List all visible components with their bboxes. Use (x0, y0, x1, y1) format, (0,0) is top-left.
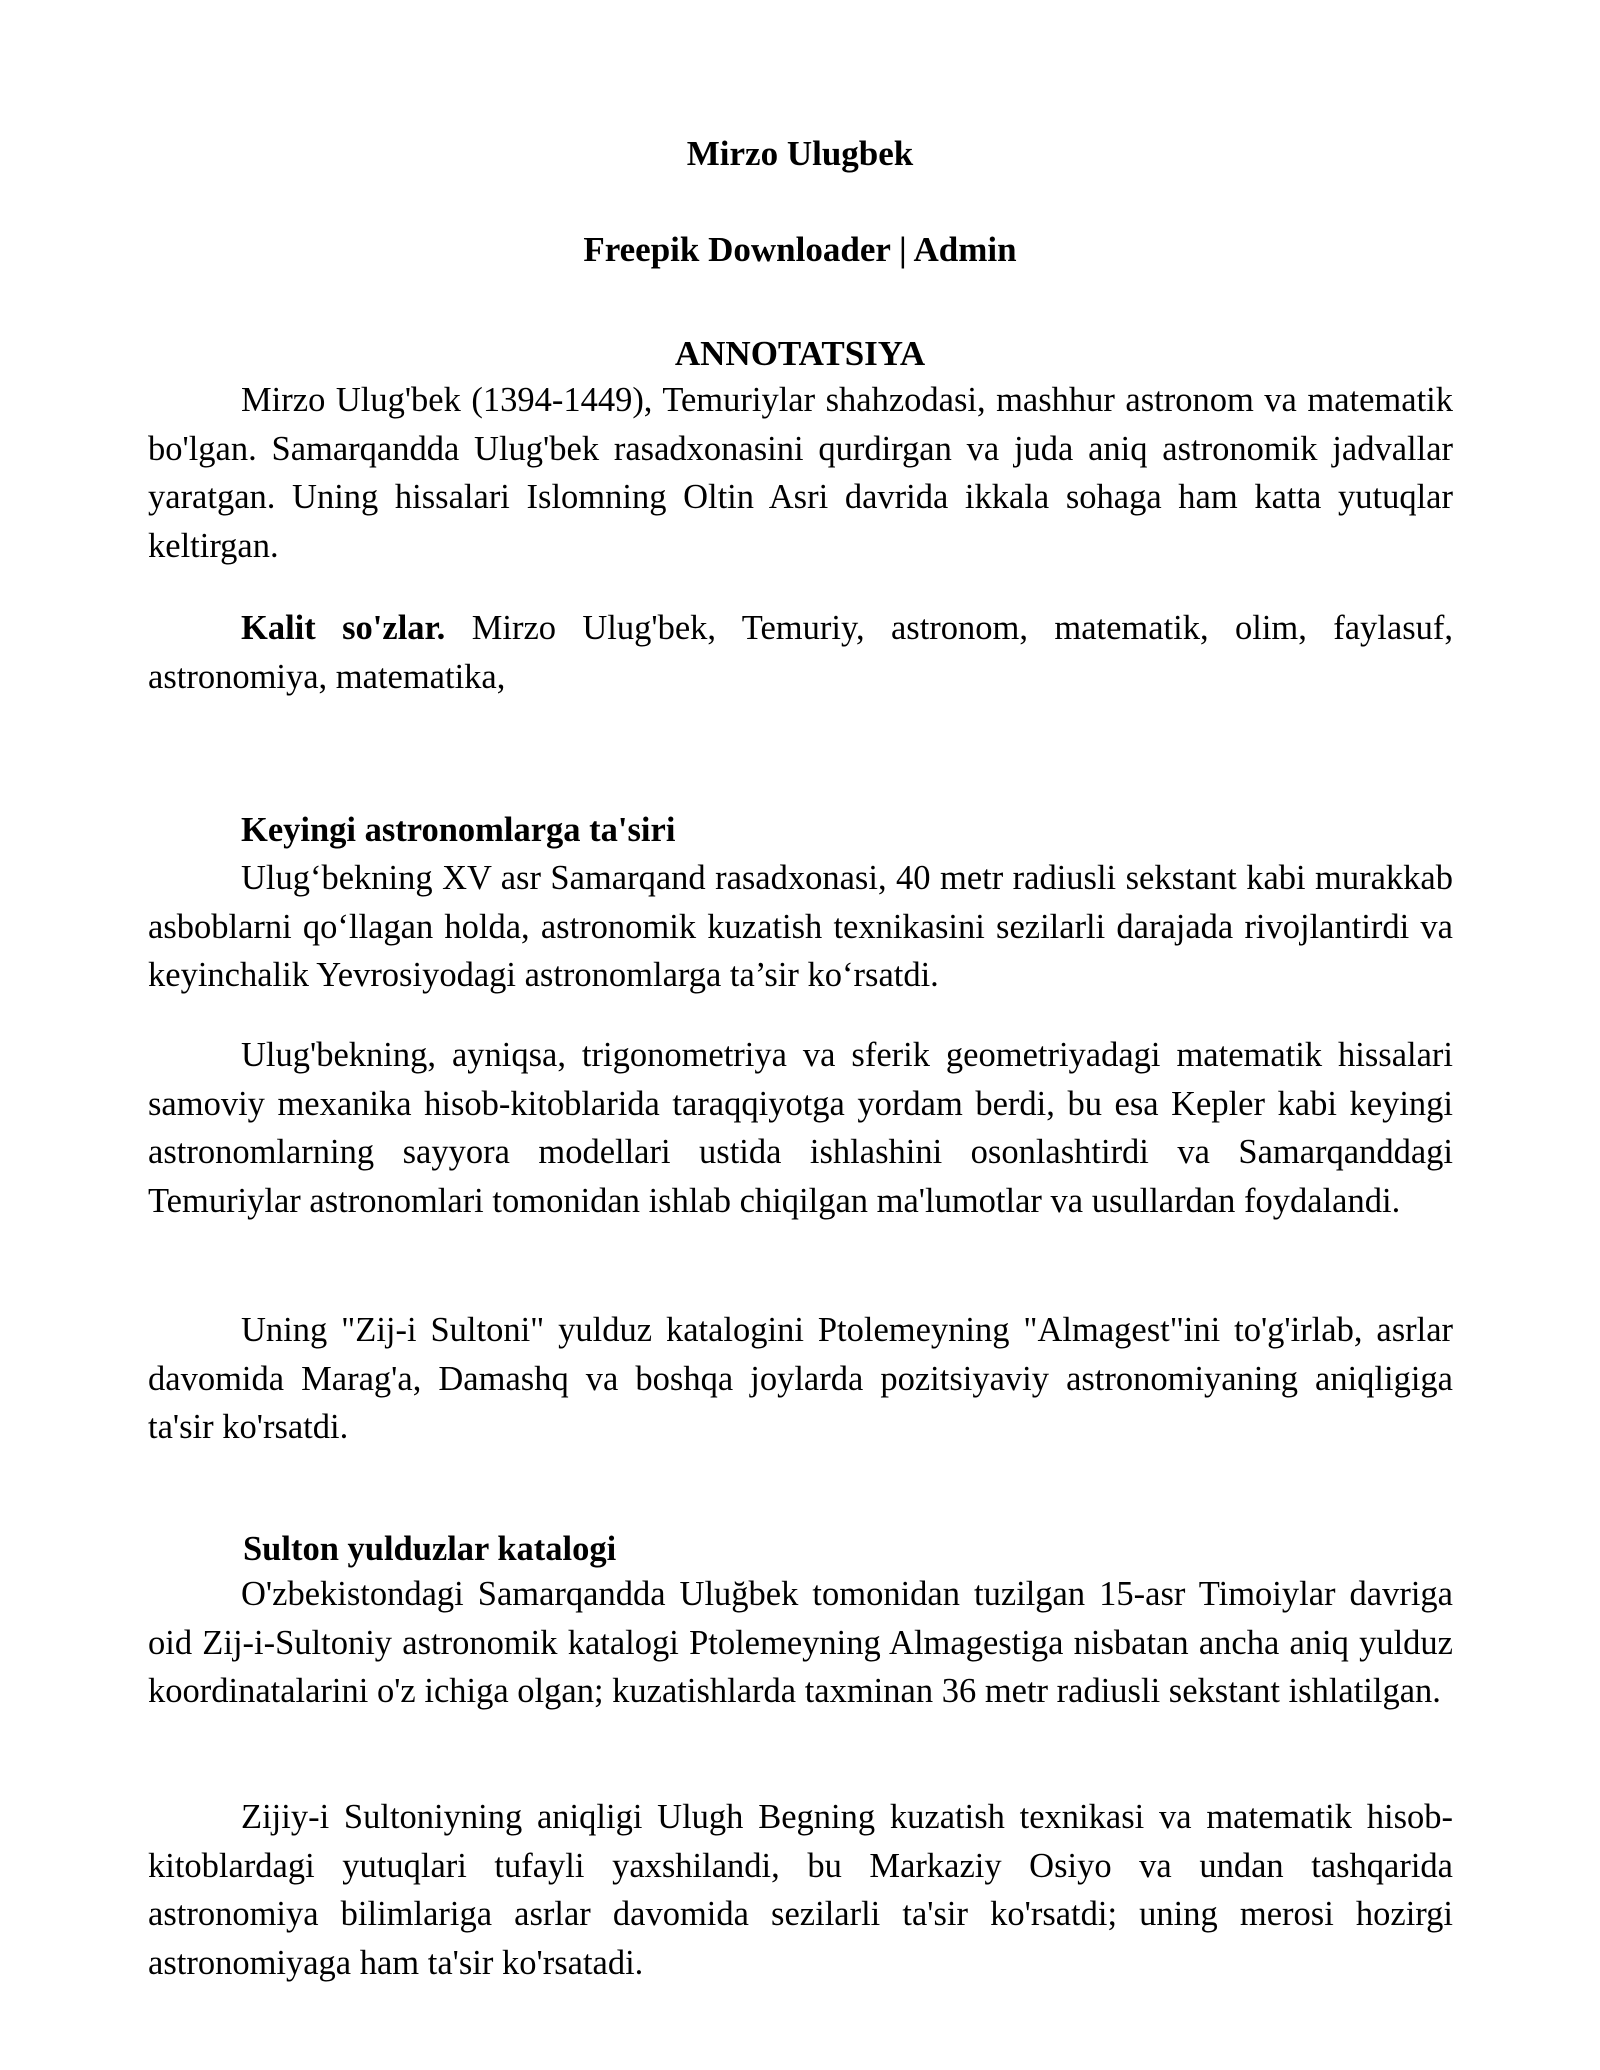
keywords-text: Mirzo Ulug'bek, Temuriy, astronom, matematik, olim, faylasuf, astronomiya, matematika, (148, 609, 1453, 696)
section-catalog-paragraph-1: O'zbekistondagi Samarqandda Uluğbek tomonidan tuzilgan 15-asr Timoiylar davriga oid Zij-i-Sultoniy astronomik katalogi Ptolemeyning Almagestiga nisbatan ancha aniq yulduz koordinatalarini o'z ichiga olgan; kuzatishlarda taxminan 36 metr radiusli sekstant ishlatilgan. (148, 1575, 1453, 1710)
section-heading-influence: Keyingi astronomlarga ta'siri (241, 811, 676, 849)
keywords-label: Kalit so'zlar. (241, 609, 446, 647)
section-heading-catalog: Sulton yulduzlar katalogi (243, 1530, 617, 1568)
abstract-paragraph: Mirzo Ulug'bek (1394-1449), Temuriylar shahzodasi, mashhur astronom va matematik bo'lgan. Samarqandda Ulug'bek rasadxonasini qurdirgan va juda aniq astronomik jadvallar yaratgan. Uning hissalari Islomning Oltin Asri davrida ikkala sohaga ham katta yutuqlar keltirgan. (148, 381, 1453, 565)
section-influence-paragraph-3: Uning "Zij-i Sultoni" yulduz katalogini Ptolemeyning "Almagest"ini to'g'irlab, asrlar davomida Marag'a, Damashq va boshqa joylarda pozitsiyaviy astronomiyaning aniqligiga ta'sir ko'rsatdi. (148, 1311, 1453, 1446)
section-influence-paragraph-2: Ulug'bekning, ayniqsa, trigonometriya va sferik geometriyadagi matematik hissalari samoviy mexanika hisob-kitoblarida taraqqiyotga yordam berdi, bu esa Kepler kabi keyingi astronomlarning sayyora modellari ustida ishlashini osonlashtirdi va Samarqanddagi Temuriylar astronomlari tomonidan ishlab chiqilgan ma'lumotlar va usullardan foydalandi. (148, 1036, 1453, 1220)
document-title: Mirzo Ulugbek (686, 134, 914, 173)
abstract-heading: ANNOTATSIYA (674, 334, 926, 373)
document-subtitle: Freepik Downloader | Admin (583, 230, 1017, 269)
keywords-paragraph (148, 604, 1453, 701)
section-influence-paragraph-1: Ulug‘bekning XV asr Samarqand rasadxonasi, 40 metr radiusli sekstant kabi murakkab asboblarni qo‘llagan holda, astronomik kuzatish texnikasini sezilarli darajada rivojlantirdi va keyinchalik Yevrosiyodagi astronomlarga ta’sir ko‘rsatdi. (148, 859, 1453, 994)
section-catalog-paragraph-2: Zijiy-i Sultoniyning aniqligi Ulugh Begning kuzatish texnikasi va matematik hisob-kitoblardagi yutuqlari tufayli yaxshilandi, bu Markaziy Osiyo va undan tashqarida astronomiya bilimlariga asrlar davomida sezilarli ta'sir ko'rsatdi; uning merosi hozirgi astronomiyaga ham ta'sir ko'rsatadi. (148, 1798, 1453, 1982)
